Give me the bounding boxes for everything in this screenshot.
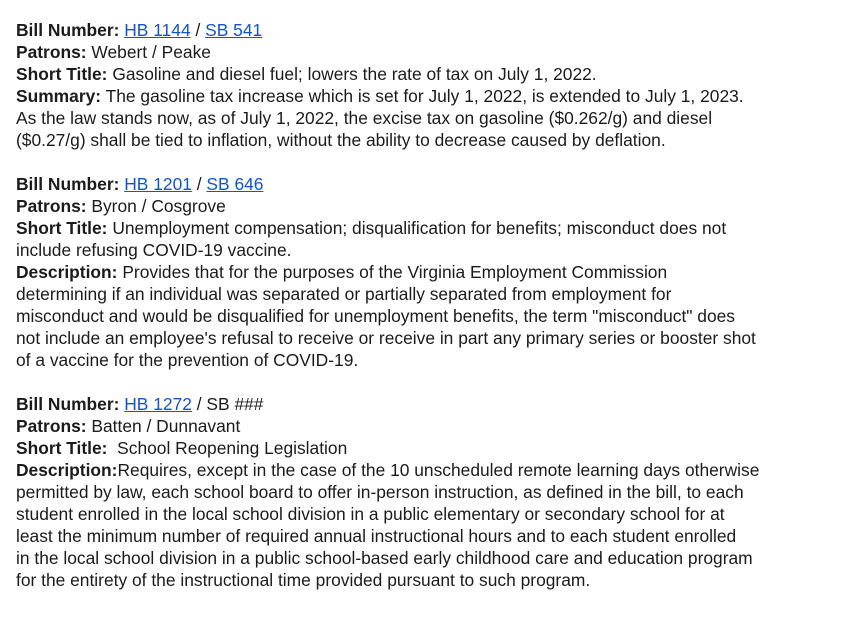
bill-number-line — [16, 173, 856, 195]
patrons-label: Patrons: — [16, 416, 87, 436]
short-title-value: School Reopening Legislation — [112, 438, 348, 458]
patrons-value: Byron / Cosgrove — [91, 196, 226, 216]
bill-entry-hb1272 — [16, 393, 856, 591]
bill-separator: / — [191, 394, 207, 414]
hb-1144-link[interactable]: HB 1144 — [124, 20, 191, 40]
short-title-label: Short Title: — [16, 64, 108, 84]
patrons-line — [16, 41, 856, 63]
short-title-label: Short Title: — [16, 218, 108, 238]
description-text: Requires, except in the case of the 10 unscheduled remote learning days otherwise — [117, 460, 760, 480]
patrons-line — [16, 195, 856, 217]
description-label: Description: — [16, 262, 118, 282]
short-title-line — [16, 63, 856, 85]
description-text-line: not include an employee's refusal to receive or receive in part any primary series or booster shot — [16, 328, 756, 348]
description-label: Description: — [16, 460, 118, 480]
description-text-line: for the entirety of the instructional time provided pursuant to such program. — [16, 570, 591, 590]
short-title-line — [16, 217, 856, 239]
sb-541-link[interactable]: SB 541 — [205, 20, 263, 40]
patrons-value: Batten / Dunnavant — [91, 416, 241, 436]
bill-number-label: Bill Number: — [16, 394, 120, 414]
description-text-line: student enrolled in the local school division in a public elementary or secondary school for at — [16, 504, 725, 524]
short-title-line — [16, 437, 856, 459]
bill-number-line — [16, 19, 856, 41]
sb-placeholder: SB ### — [206, 394, 264, 414]
bill-entry-hb1201 — [16, 173, 856, 371]
patrons-label: Patrons: — [16, 196, 87, 216]
summary-text: The gasoline tax increase which is set for July 1, 2022, is extended to July 1, 2023. — [105, 86, 744, 106]
bill-number-label: Bill Number: — [16, 174, 120, 194]
short-title-continuation: include refusing COVID-19 vaccine. — [16, 240, 292, 260]
description-line — [16, 261, 856, 283]
document-body — [16, 19, 856, 613]
bill-entry-hb1144 — [16, 19, 856, 151]
summary-line — [16, 85, 856, 107]
bill-separator: / — [191, 174, 207, 194]
short-title-value: Gasoline and diesel fuel; lowers the rate of tax on July 1, 2022. — [112, 64, 597, 84]
sb-646-link[interactable]: SB 646 — [206, 174, 264, 194]
bill-number-line — [16, 393, 856, 415]
description-text-line: permitted by law, each school board to offer in-person instruction, as defined in the bill, to each — [16, 482, 744, 502]
description-text-line: least the minimum number of required annual instructional hours and to each student enrolled — [16, 526, 737, 546]
description-text-line: in the local school division in a public school-based early childhood care and education program — [16, 548, 753, 568]
summary-text-line: As the law stands now, as of July 1, 2022, the excise tax on gasoline ($0.262/g) and diesel — [16, 108, 713, 128]
short-title-value: Unemployment compensation; disqualification for benefits; misconduct does not — [112, 218, 727, 238]
description-line — [16, 459, 856, 481]
bill-separator: / — [190, 20, 206, 40]
description-text-line: misconduct and would be disqualified for unemployment benefits, the term "misconduct" does — [16, 306, 735, 326]
description-text-line: determining if an individual was separated or partially separated from employment for — [16, 284, 672, 304]
short-title-label: Short Title: — [16, 438, 108, 458]
description-text: Provides that for the purposes of the Virginia Employment Commission — [122, 262, 668, 282]
patrons-line — [16, 415, 856, 437]
summary-text-line: ($0.27/g) shall be tied to inflation, without the ability to decrease caused by deflation. — [16, 130, 666, 150]
hb-1201-link[interactable]: HB 1201 — [124, 174, 192, 194]
bill-number-label: Bill Number: — [16, 20, 120, 40]
summary-label: Summary: — [16, 86, 102, 106]
description-text-line: of a vaccine for the prevention of COVID-19. — [16, 350, 359, 370]
patrons-value: Webert / Peake — [91, 42, 211, 62]
hb-1272-link[interactable]: HB 1272 — [124, 394, 192, 414]
patrons-label: Patrons: — [16, 42, 87, 62]
